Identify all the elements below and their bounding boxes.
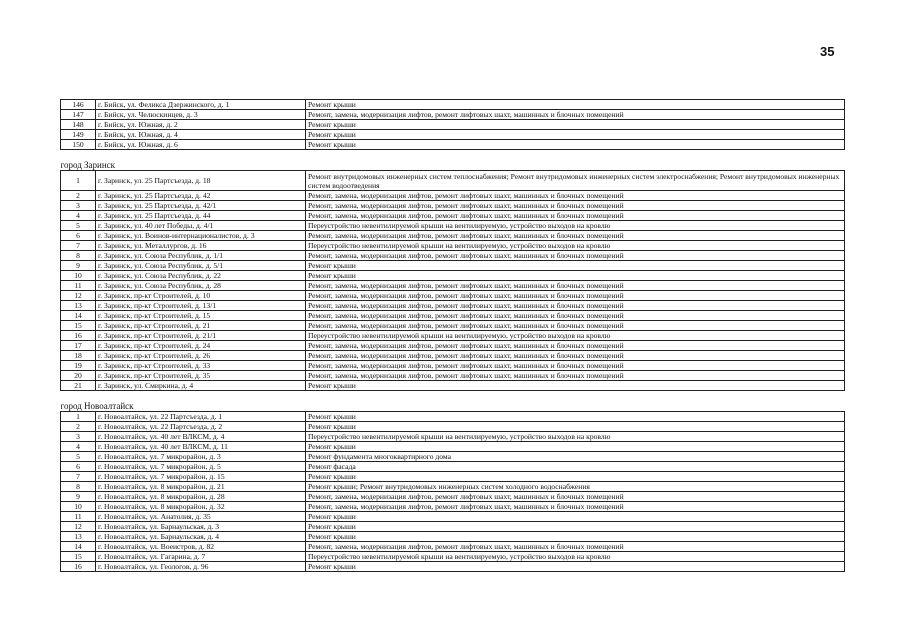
row-work-type: Ремонт фасада (306, 462, 845, 472)
row-address: г. Новоалтайск, ул. 7 микрорайон, д. 15 (96, 472, 306, 482)
row-work-type: Ремонт, замена, модернизация лифтов, ремонт лифтовых шахт, машинных и блочных помещений (306, 361, 845, 371)
row-address: г. Бийск, ул. Челюскинцев, д. 3 (96, 110, 306, 120)
table-row (61, 462, 845, 472)
table-row (61, 452, 845, 462)
row-address: г. Новоалтайск, ул. 22 Партсъезда, д. 1 (96, 412, 306, 422)
row-address: г. Заринск, ул. Союза Республик, д. 5/1 (96, 261, 306, 271)
row-number: 6 (61, 231, 96, 241)
section-heading: город Новоалтайск (61, 391, 845, 412)
row-address: г. Новоалтайск, ул. 40 лет ВЛКСМ, д. 4 (96, 432, 306, 442)
row-number: 5 (61, 452, 96, 462)
table-row (61, 201, 845, 211)
row-address: г. Новоалтайск, ул. Воеистров, д. 82 (96, 542, 306, 552)
row-number: 19 (61, 361, 96, 371)
row-address: г. Заринск, пр-кт Строителей, д. 35 (96, 371, 306, 381)
table-row (61, 442, 845, 452)
row-number: 1 (61, 171, 96, 191)
row-number: 10 (61, 271, 96, 281)
row-work-type: Ремонт крыши (306, 412, 845, 422)
table-row (61, 281, 845, 291)
row-work-type: Ремонт крыши (306, 140, 845, 150)
row-number: 21 (61, 381, 96, 391)
row-number: 146 (61, 100, 96, 110)
row-work-type: Ремонт крыши (306, 381, 845, 391)
table-row (61, 412, 845, 422)
row-work-type: Ремонт, замена, модернизация лифтов, ремонт лифтовых шахт, машинных и блочных помещений (306, 211, 845, 221)
table-row (61, 492, 845, 502)
row-work-type: Ремонт крыши (306, 532, 845, 542)
row-address: г. Новоалтайск, ул. 7 микрорайон, д. 3 (96, 452, 306, 462)
table-row (61, 542, 845, 552)
row-number: 4 (61, 442, 96, 452)
table-row (61, 341, 845, 351)
table-row (61, 552, 845, 562)
row-address: г. Заринск, ул. 25 Партсъезда, д. 42/1 (96, 201, 306, 211)
row-number: 14 (61, 542, 96, 552)
row-number: 11 (61, 281, 96, 291)
row-number: 2 (61, 191, 96, 201)
row-number: 18 (61, 351, 96, 361)
table-row (61, 251, 845, 261)
row-address: г. Новоалтайск, ул. Анатолия, д. 35 (96, 512, 306, 522)
table-row (61, 241, 845, 251)
table-row (61, 502, 845, 512)
row-address: г. Заринск, пр-кт Строителей, д. 13/1 (96, 301, 306, 311)
row-work-type: Ремонт, замена, модернизация лифтов, ремонт лифтовых шахт, машинных и блочных помещений (306, 201, 845, 211)
row-work-type: Ремонт крыши (306, 271, 845, 281)
table-row (61, 512, 845, 522)
row-address: г. Заринск, ул. Воинов-интернационалистов, д. 3 (96, 231, 306, 241)
row-address: г. Заринск, пр-кт Строителей, д. 33 (96, 361, 306, 371)
row-work-type: Ремонт крыши (306, 100, 845, 110)
row-address: г. Заринск, ул. Смиркина, д. 4 (96, 381, 306, 391)
table-row (61, 562, 845, 572)
section-row (61, 391, 845, 412)
row-work-type: Ремонт, замена, модернизация лифтов, ремонт лифтовых шахт, машинных и блочных помещений (306, 231, 845, 241)
row-number: 6 (61, 462, 96, 472)
row-address: г. Новоалтайск, ул. Гагарина, д. 7 (96, 552, 306, 562)
row-number: 17 (61, 341, 96, 351)
repair-program-table (60, 99, 845, 572)
row-address: г. Заринск, пр-кт Строителей, д. 10 (96, 291, 306, 301)
row-number: 3 (61, 432, 96, 442)
row-number: 9 (61, 492, 96, 502)
table-row (61, 211, 845, 221)
row-number: 13 (61, 301, 96, 311)
table-row (61, 432, 845, 442)
row-work-type: Ремонт, замена, модернизация лифтов, ремонт лифтовых шахт, машинных и блочных помещений (306, 251, 845, 261)
row-work-type: Ремонт крыши (306, 512, 845, 522)
row-address: г. Заринск, пр-кт Строителей, д. 26 (96, 351, 306, 361)
row-work-type: Переустройство невентилируемой крыши на вентилируемую, устройство выходов на кровлю (306, 331, 845, 341)
table-body (61, 100, 845, 572)
row-address: г. Заринск, ул. Союза Республик, д. 28 (96, 281, 306, 291)
row-work-type: Ремонт крыши (306, 261, 845, 271)
row-number: 15 (61, 321, 96, 331)
row-address: г. Заринск, пр-кт Строителей, д. 21 (96, 321, 306, 331)
row-work-type: Переустройство невентилируемой крыши на вентилируемую, устройство выходов на кровлю (306, 241, 845, 251)
table-row (61, 120, 845, 130)
row-number: 7 (61, 472, 96, 482)
row-work-type: Переустройство невентилируемой крыши на вентилируемую, устройство выходов на кровлю (306, 221, 845, 231)
row-address: г. Новоалтайск, ул. 8 микрорайон, д. 32 (96, 502, 306, 512)
row-number: 150 (61, 140, 96, 150)
row-work-type: Ремонт крыши (306, 442, 845, 452)
row-work-type: Ремонт, замена, модернизация лифтов, ремонт лифтовых шахт, машинных и блочных помещений (306, 191, 845, 201)
row-work-type: Ремонт крыши (306, 130, 845, 140)
section-heading: город Заринск (61, 150, 845, 171)
row-address: г. Заринск, ул. Металлургов, д. 16 (96, 241, 306, 251)
row-work-type: Ремонт, замена, модернизация лифтов, ремонт лифтовых шахт, машинных и блочных помещений (306, 351, 845, 361)
row-address: г. Заринск, пр-кт Строителей, д. 21/1 (96, 331, 306, 341)
row-number: 11 (61, 512, 96, 522)
row-work-type: Переустройство невентилируемой крыши на вентилируемую, устройство выходов на кровлю (306, 432, 845, 442)
table-row (61, 422, 845, 432)
row-address: г. Заринск, ул. 25 Партсъезда, д. 18 (96, 171, 306, 191)
table-row (61, 522, 845, 532)
row-number: 148 (61, 120, 96, 130)
section-row (61, 150, 845, 171)
row-address: г. Заринск, ул. 25 Партсъезда, д. 44 (96, 211, 306, 221)
row-address: г. Заринск, ул. 40 лет Победы, д. 4/1 (96, 221, 306, 231)
row-work-type: Ремонт, замена, модернизация лифтов, ремонт лифтовых шахт, машинных и блочных помещений (306, 371, 845, 381)
row-number: 10 (61, 502, 96, 512)
row-number: 3 (61, 201, 96, 211)
table-row (61, 311, 845, 321)
table-row (61, 472, 845, 482)
row-address: г. Новоалтайск, ул. 22 Партсъезда, д. 2 (96, 422, 306, 432)
row-work-type: Ремонт крыши (306, 120, 845, 130)
row-work-type: Ремонт, замена, модернизация лифтов, ремонт лифтовых шахт, машинных и блочных помещений (306, 281, 845, 291)
row-number: 12 (61, 291, 96, 301)
row-address: г. Бийск, ул. Южная, д. 6 (96, 140, 306, 150)
row-number: 9 (61, 261, 96, 271)
row-address: г. Заринск, пр-кт Строителей, д. 24 (96, 341, 306, 351)
row-work-type: Ремонт крыши; Ремонт внутридомовых инженерных систем холодного водоснабжения (306, 482, 845, 492)
page-number: 35 (820, 44, 835, 59)
row-work-type: Ремонт, замена, модернизация лифтов, ремонт лифтовых шахт, машинных и блочных помещений (306, 110, 845, 120)
table-row (61, 291, 845, 301)
table-row (61, 301, 845, 311)
row-work-type: Ремонт, замена, модернизация лифтов, ремонт лифтовых шахт, машинных и блочных помещений (306, 341, 845, 351)
table-row (61, 361, 845, 371)
table-row (61, 221, 845, 231)
table-row (61, 532, 845, 542)
row-work-type: Ремонт, замена, модернизация лифтов, ремонт лифтовых шахт, машинных и блочных помещений (306, 301, 845, 311)
row-work-type: Ремонт фундамента многоквартирного дома (306, 452, 845, 462)
row-address: г. Новоалтайск, ул. Барнаульская, д. 4 (96, 532, 306, 542)
table-row (61, 191, 845, 201)
row-number: 147 (61, 110, 96, 120)
row-work-type: Ремонт крыши (306, 562, 845, 572)
row-number: 1 (61, 412, 96, 422)
row-work-type: Ремонт, замена, модернизация лифтов, ремонт лифтовых шахт, машинных и блочных помещений (306, 542, 845, 552)
row-address: г. Новоалтайск, ул. Геологов, д. 96 (96, 562, 306, 572)
table-row (61, 231, 845, 241)
row-number: 16 (61, 562, 96, 572)
row-work-type: Ремонт, замена, модернизация лифтов, ремонт лифтовых шахт, машинных и блочных помещений (306, 291, 845, 301)
table-row (61, 371, 845, 381)
row-number: 4 (61, 211, 96, 221)
row-number: 13 (61, 532, 96, 542)
table-row (61, 482, 845, 492)
table-row (61, 351, 845, 361)
table-row (61, 100, 845, 110)
row-address: г. Заринск, ул. Союза Республик, д. 1/1 (96, 251, 306, 261)
row-address: г. Заринск, ул. Союза Республик, д. 22 (96, 271, 306, 281)
row-address: г. Новоалтайск, ул. 8 микрорайон, д. 21 (96, 482, 306, 492)
row-work-type: Ремонт крыши (306, 422, 845, 432)
row-work-type: Ремонт крыши (306, 522, 845, 532)
row-address: г. Бийск, ул. Феликса Дзержинского, д. 1 (96, 100, 306, 110)
row-work-type: Ремонт, замена, модернизация лифтов, ремонт лифтовых шахт, машинных и блочных помещений (306, 492, 845, 502)
row-address: г. Новоалтайск, ул. Барнаульская, д. 3 (96, 522, 306, 532)
table-row (61, 130, 845, 140)
row-number: 14 (61, 311, 96, 321)
row-number: 20 (61, 371, 96, 381)
row-number: 15 (61, 552, 96, 562)
row-address: г. Новоалтайск, ул. 8 микрорайон, д. 28 (96, 492, 306, 502)
table-row (61, 271, 845, 281)
row-number: 16 (61, 331, 96, 341)
table-row (61, 171, 845, 191)
row-address: г. Бийск, ул. Южная, д. 2 (96, 120, 306, 130)
row-work-type: Переустройство невентилируемой крыши на вентилируемую, устройство выходов на кровлю (306, 552, 845, 562)
table-row (61, 381, 845, 391)
row-address: г. Заринск, ул. 25 Партсъезда, д. 42 (96, 191, 306, 201)
row-number: 12 (61, 522, 96, 532)
row-address: г. Новоалтайск, ул. 7 микрорайон, д. 5 (96, 462, 306, 472)
row-number: 8 (61, 251, 96, 261)
row-work-type: Ремонт, замена, модернизация лифтов, ремонт лифтовых шахт, машинных и блочных помещений (306, 321, 845, 331)
row-number: 8 (61, 482, 96, 492)
row-number: 5 (61, 221, 96, 231)
row-work-type: Ремонт внутридомовых инженерных систем теплоснабжения; Ремонт внутридомовых инженерных систем электроснабжения; Ремонт внутридомовых инженерных систем водоотведения (306, 171, 845, 191)
row-address: г. Заринск, пр-кт Строителей, д. 15 (96, 311, 306, 321)
row-work-type: Ремонт, замена, модернизация лифтов, ремонт лифтовых шахт, машинных и блочных помещений (306, 502, 845, 512)
row-address: г. Бийск, ул. Южная, д. 4 (96, 130, 306, 140)
table-row (61, 140, 845, 150)
row-work-type: Ремонт, замена, модернизация лифтов, ремонт лифтовых шахт, машинных и блочных помещений (306, 311, 845, 321)
table-row (61, 331, 845, 341)
table-row (61, 321, 845, 331)
table-row (61, 110, 845, 120)
row-work-type: Ремонт крыши (306, 472, 845, 482)
row-number: 2 (61, 422, 96, 432)
row-number: 7 (61, 241, 96, 251)
row-number: 149 (61, 130, 96, 140)
table-row (61, 261, 845, 271)
row-address: г. Новоалтайск, ул. 40 лет ВЛКСМ, д. 11 (96, 442, 306, 452)
